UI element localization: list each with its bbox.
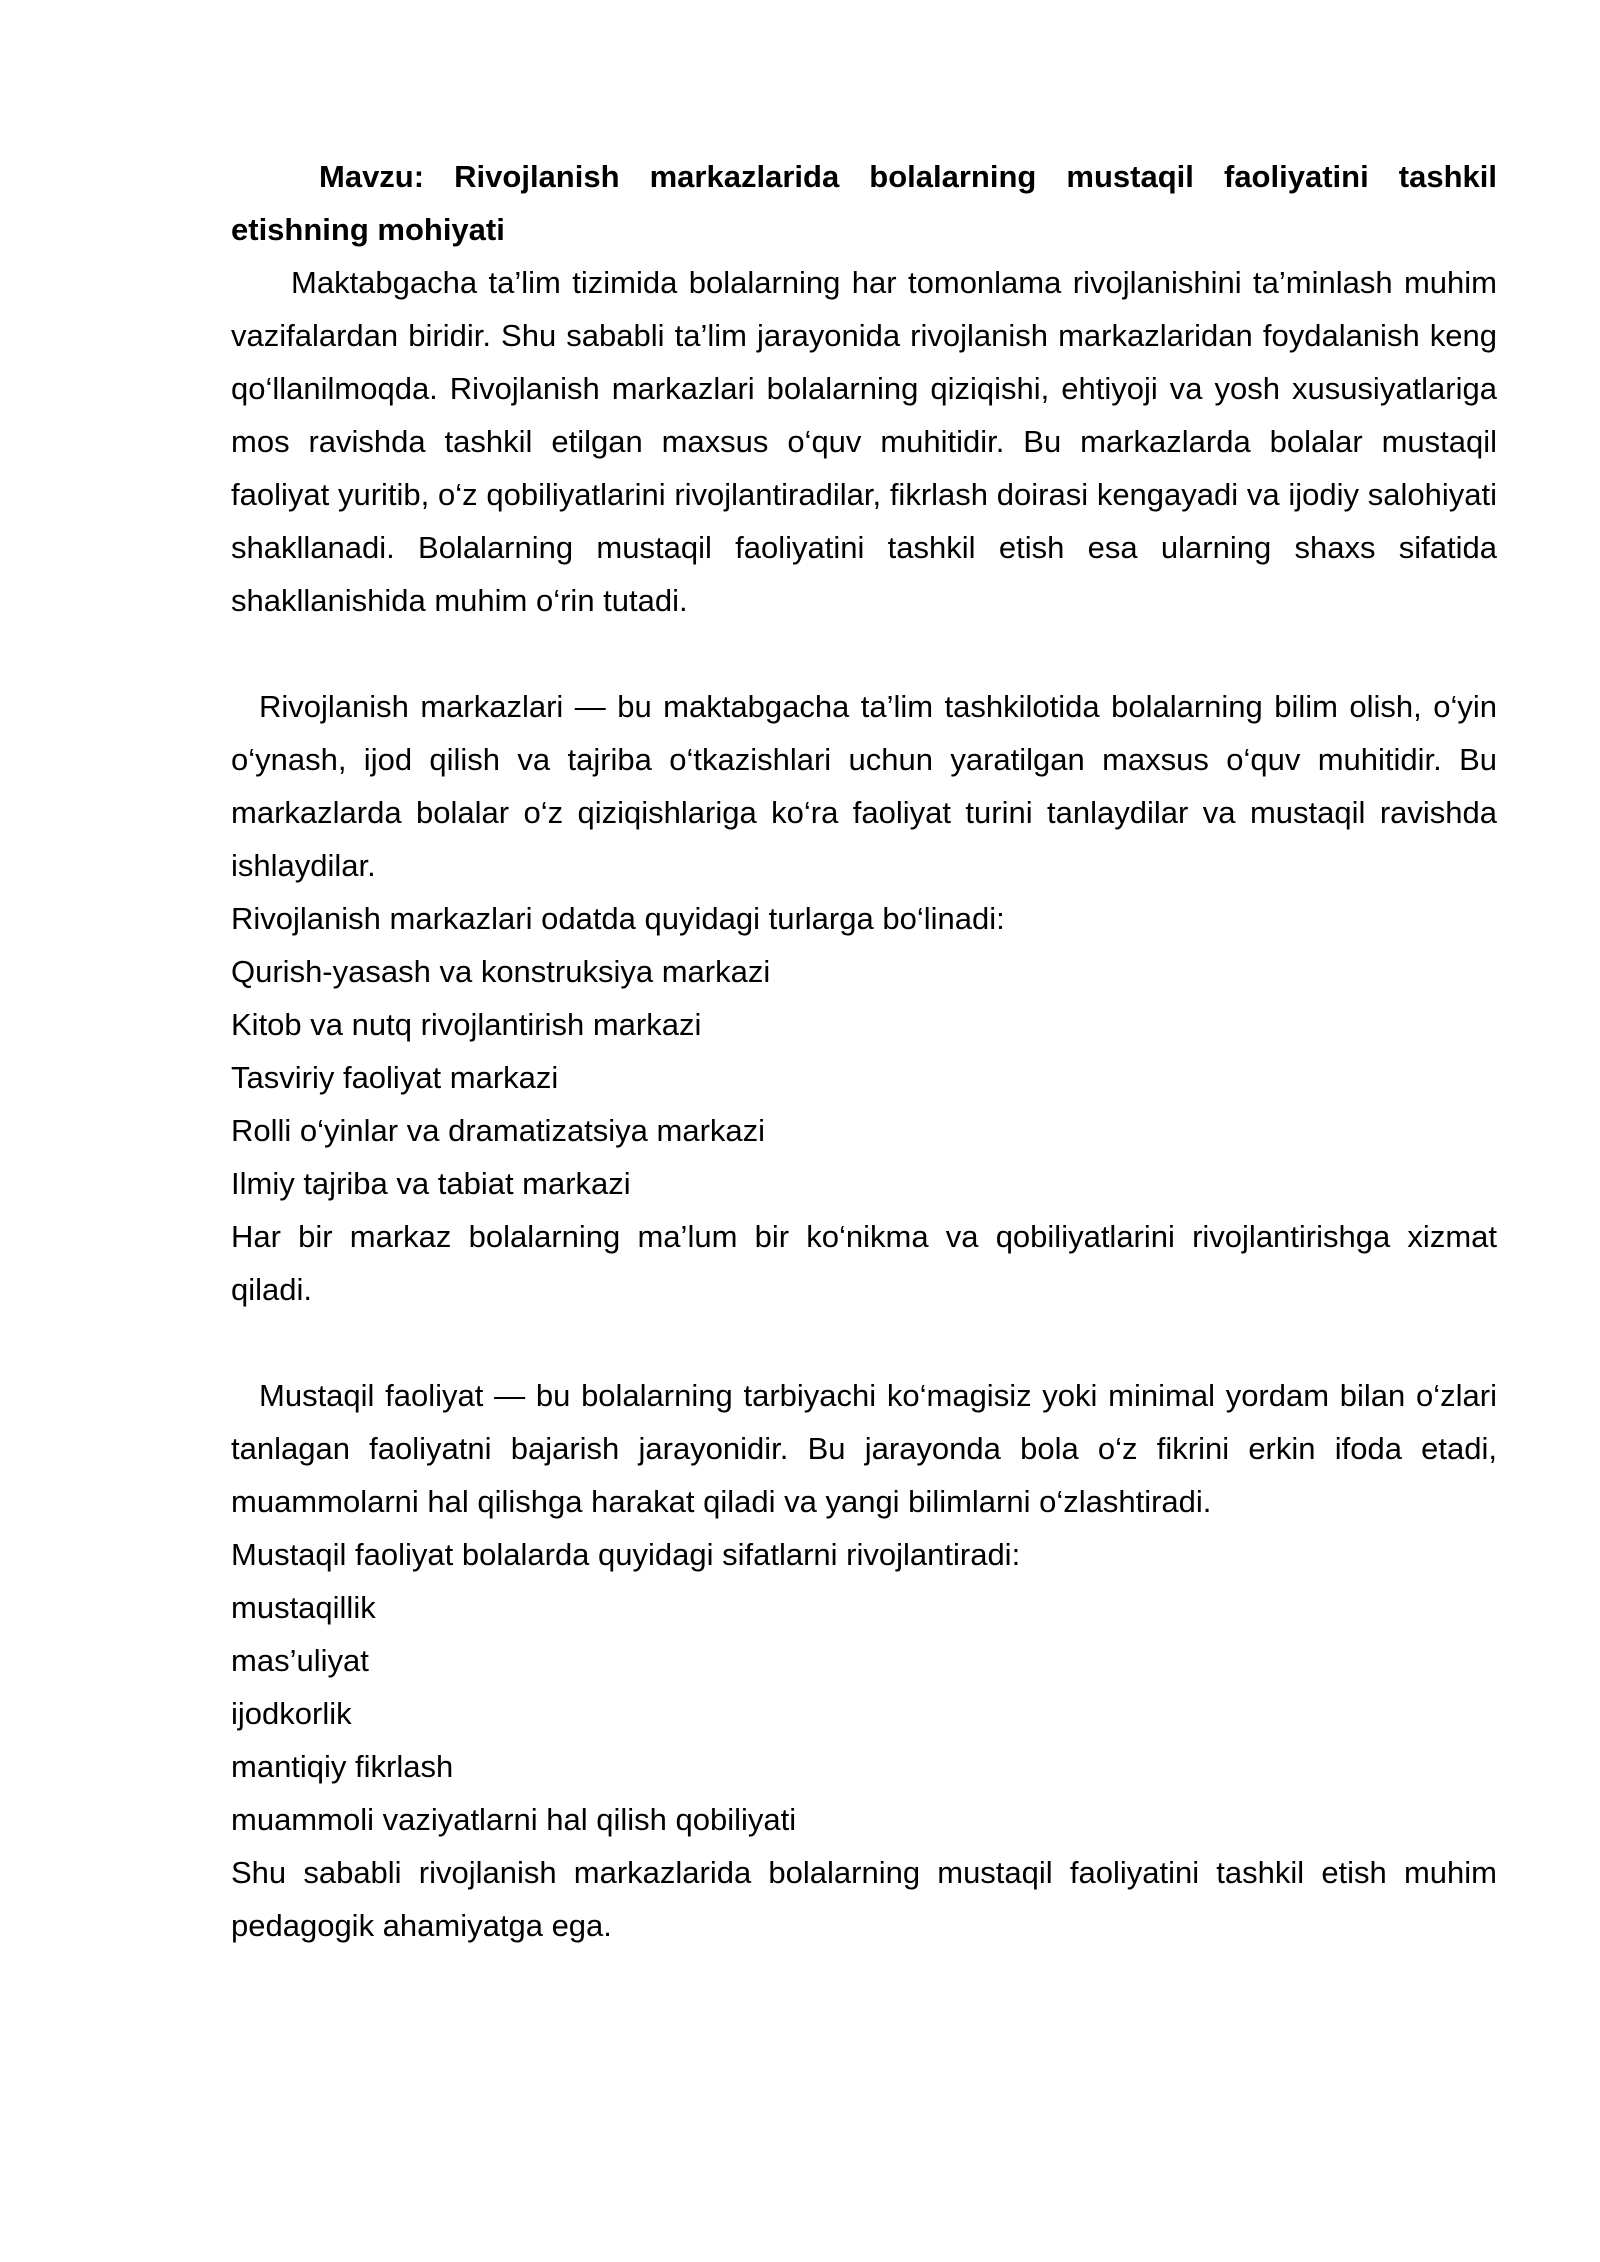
qualities-list: [231, 1581, 1497, 1846]
list-item: Rolli o‘yinlar va dramatizatsiya markazi: [231, 1113, 766, 1148]
centers-list-intro: Rivojlanish markazlari odatda quyidagi turlarga bo‘linadi:: [231, 901, 1005, 936]
list-item: Ilmiy tajriba va tabiat markazi: [231, 1166, 631, 1201]
list-item: muammoli vaziyatlarni hal qilish qobiliyati: [231, 1802, 797, 1837]
list-item: mustaqillik: [231, 1590, 376, 1625]
centers-paragraph: Rivojlanish markazlari — bu maktabgacha ta’lim tashkilotida bolalarning bilim olish, o‘yin o‘ynash, ijod qilish va tajriba o‘tkazishlari uchun yaratilgan maxsus o‘quv muhitidir. Bu markazlarda bolalar o‘z qiziqishlariga ko‘ra faoliyat turini tanlaydilar va mustaqil ravishda ishlaydilar.: [231, 689, 1497, 883]
centers-list: [231, 945, 1497, 1210]
qualities-list-intro: Mustaqil faoliyat bolalarda quyidagi sifatlarni rivojlantiradi:: [231, 1537, 1021, 1572]
document-title: Mavzu: Rivojlanish markazlarida bolalarning mustaqil faoliyatini tashkil etishning mohiyati: [231, 159, 1497, 247]
list-item: ijodkorlik: [231, 1696, 352, 1731]
list-item: Qurish-yasash va konstruksiya markazi: [231, 954, 771, 989]
intro-paragraph: Maktabgacha ta’lim tizimida bolalarning har tomonlama rivojlanishini ta’minlash muhim vazifalardan biridir. Shu sababli ta’lim jarayonida rivojlanish markazlaridan foydalanish keng qo‘llanilmoqda. Rivojlanish markazlari bolalarning qiziqishi, ehtiyoji va yosh xususiyatlariga mos ravishda tashkil etilgan maxsus o‘quv muhitidir. Bu markazlarda bolalar mustaqil faoliyat yuritib, o‘z qobiliyatlarini rivojlantiradilar, fikrlash doirasi kengayadi va ijodiy salohiyati shakllanadi. Bolalarning mustaqil faoliyatini tashkil etish esa ularning shaxs sifatida shakllanishida muhim o‘rin tutadi.: [231, 265, 1497, 618]
list-item: mas’uliyat: [231, 1643, 369, 1678]
list-item: Tasviriy faoliyat markazi: [231, 1060, 559, 1095]
paragraph-spacer: [231, 627, 1497, 680]
paragraph-spacer: [231, 1316, 1497, 1369]
final-paragraph: Shu sababli rivojlanish markazlarida bolalarning mustaqil faoliyatini tashkil etish muhim pedagogik ahamiyatga ega.: [231, 1855, 1497, 1943]
independent-activity-paragraph: Mustaqil faoliyat — bu bolalarning tarbiyachi ko‘magisiz yoki minimal yordam bilan o‘zlari tanlagan faoliyatni bajarish jarayonidir. Bu jarayonda bola o‘z fikrini erkin ifoda etadi, muammolarni hal qilishga harakat qiladi va yangi bilimlarni o‘zlashtiradi.: [231, 1378, 1497, 1519]
list-item: mantiqiy fikrlash: [231, 1749, 454, 1784]
document-page: [231, 150, 1497, 1952]
centers-conclusion: Har bir markaz bolalarning ma’lum bir ko‘nikma va qobiliyatlarini rivojlantirishga xizmat qiladi.: [231, 1219, 1497, 1307]
list-item: Kitob va nutq rivojlantirish markazi: [231, 1007, 702, 1042]
